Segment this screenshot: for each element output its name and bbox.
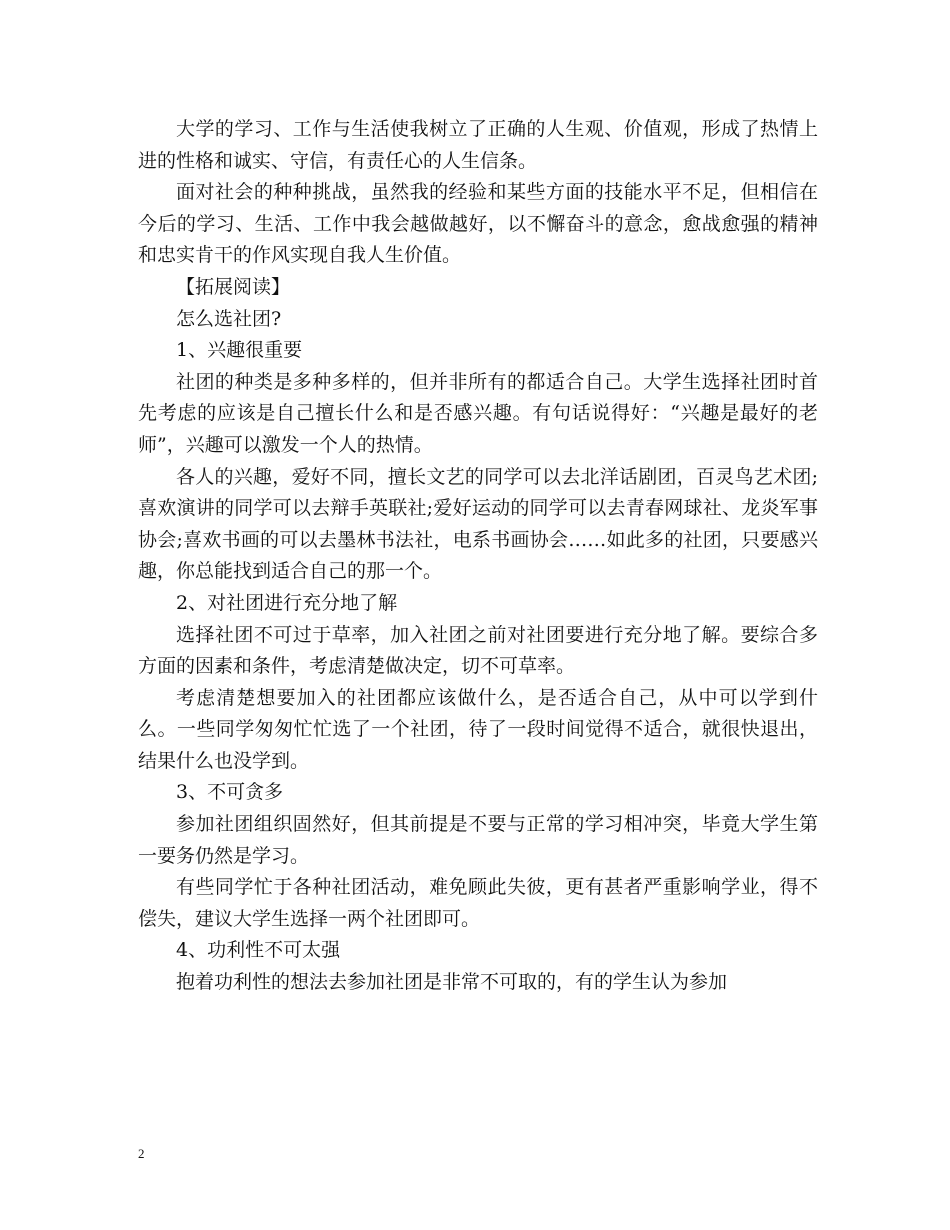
paragraph: 有些同学忙于各种社团活动，难免顾此失彼，更有甚者严重影响学业，得不偿失，建议大学生选择一两个社团即可。 (138, 876, 818, 930)
paragraph: 选择社团不可过于草率，加入社团之前对社团要进行充分地了解。要综合多方面的因素和条件，考虑清楚做决定，切不可草率。 (138, 623, 818, 678)
section-title: 怎么选社团? (176, 307, 282, 330)
paragraph: 社团的种类是多种多样的，但并非所有的都适合自己。大学生选择社团时首先考虑的应该是自己擅长什么和是否感兴趣。有句话说得好：“兴趣是最好的老师”，兴趣可以激发一个人的热情。 (138, 370, 818, 456)
subheading: 1、兴趣很重要 (176, 339, 303, 362)
paragraph: 考虑清楚想要加入的社团都应该做什么，是否适合自己，从中可以学到什么。一些同学匆匆忙忙选了一个社团，待了一段时间觉得不适合，就很快退出，结果什么也没学到。 (138, 686, 818, 772)
paragraph: 各人的兴趣，爱好不同，擅长文艺的同学可以去北洋话剧团，百灵鸟艺术团;喜欢演讲的同学可以去辩手英联社;爱好运动的同学可以去青春网球社、龙炎军事协会;喜欢书画的可以去墨林书法社，电系书画协会……如此多的社团，只要感兴趣，你总能找到适合自己的那一个。 (138, 465, 818, 583)
subheading: 4、功利性不可太强 (176, 939, 341, 962)
section-label: 【拓展阅读】 (176, 275, 291, 298)
paragraph: 参加社团组织固然好，但其前提是不要与正常的学习相冲突，毕竟大学生第一要务仍然是学习。 (138, 813, 818, 867)
subheading: 2、对社团进行充分地了解 (176, 591, 398, 614)
paragraph: 抱着功利性的想法去参加社团是非常不可取的，有的学生认为参加 (176, 971, 728, 994)
paragraph: 面对社会的种种挑战，虽然我的经验和某些方面的技能水平不足，但相信在今后的学习、生活、工作中我会越做越好，以不懈奋斗的意念，愈战愈强的精神和忠实肯干的作风实现自我人生价值。 (138, 181, 818, 267)
page-number: 2 (138, 1146, 145, 1161)
paragraph: 大学的学习、工作与生活使我树立了正确的人生观、价值观，形成了热情上进的性格和诚实、守信，有责任心的人生信条。 (138, 118, 818, 172)
document-body (138, 114, 818, 999)
subheading: 3、不可贪多 (176, 781, 284, 804)
